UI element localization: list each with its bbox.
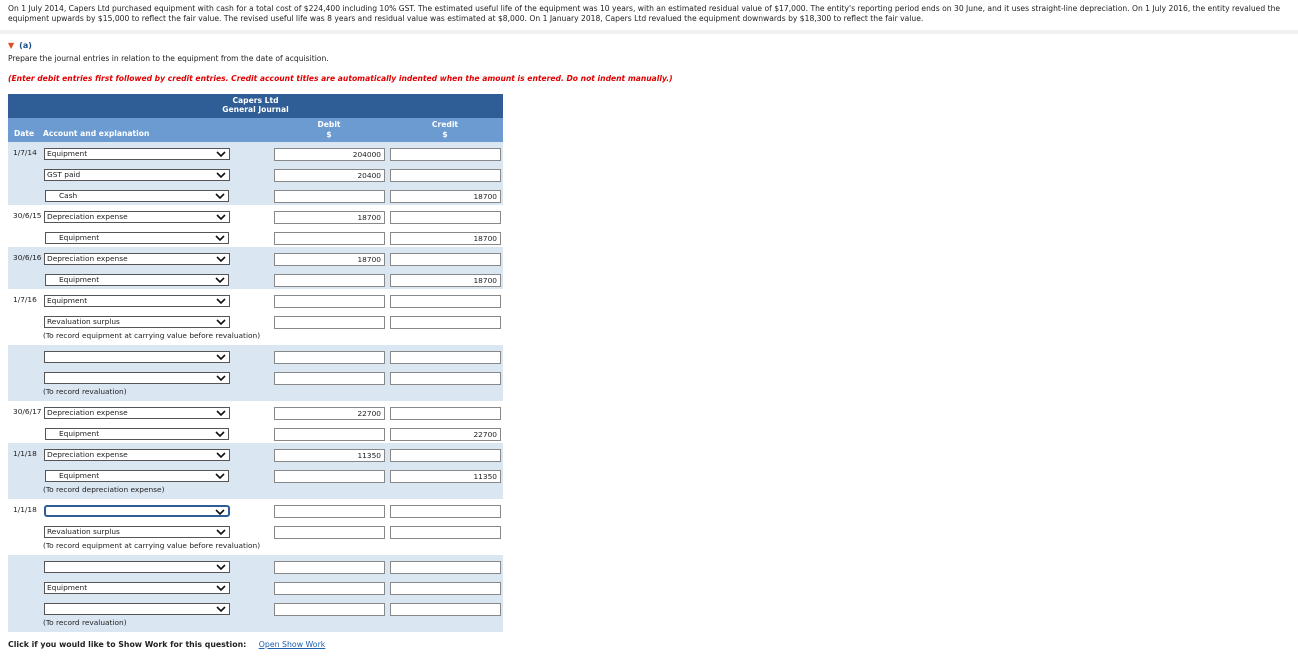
debit-input[interactable] — [274, 372, 385, 385]
date-column-header: Date — [14, 129, 35, 138]
chevron-down-icon — [216, 171, 226, 179]
credit-input[interactable] — [390, 505, 501, 518]
account-select-value: Equipment — [47, 583, 88, 592]
credit-input[interactable] — [390, 148, 501, 161]
account-select[interactable] — [44, 561, 230, 573]
entry-date: 30/6/15 — [13, 211, 42, 220]
general-journal-table — [8, 94, 503, 632]
account-select[interactable] — [45, 232, 229, 244]
journal-row — [8, 247, 503, 268]
account-select-value: Depreciation expense — [47, 450, 128, 459]
journal-row — [8, 310, 503, 345]
debit-label: Debit — [317, 120, 341, 129]
show-work-footer — [8, 640, 325, 649]
credit-input[interactable] — [390, 169, 501, 182]
account-select[interactable] — [44, 582, 230, 594]
journal-row — [8, 289, 503, 310]
debit-input[interactable] — [274, 470, 385, 483]
account-select[interactable] — [44, 449, 230, 461]
account-select[interactable] — [44, 253, 230, 265]
entry-date: 1/7/16 — [13, 295, 37, 304]
chevron-down-icon — [216, 605, 226, 613]
debit-currency: $ — [326, 130, 332, 139]
journal-row — [8, 226, 503, 247]
debit-input[interactable] — [274, 190, 385, 203]
narration-text: (To record depreciation expense) — [43, 485, 165, 494]
chevron-down-icon — [216, 353, 226, 361]
credit-input[interactable] — [390, 582, 501, 595]
debit-input[interactable]: 18700 — [274, 253, 385, 266]
chevron-down-icon — [216, 374, 226, 382]
account-select[interactable] — [44, 407, 230, 419]
credit-input[interactable]: 18700 — [390, 232, 501, 245]
account-select[interactable] — [44, 295, 230, 307]
journal-row — [8, 576, 503, 597]
debit-input[interactable] — [274, 582, 385, 595]
journal-row — [8, 555, 503, 576]
account-select-value: Revaluation surplus — [47, 317, 120, 326]
chevron-down-icon — [216, 563, 226, 571]
entry-date: 1/1/18 — [13, 505, 37, 514]
journal-row — [8, 597, 503, 632]
account-select[interactable] — [44, 372, 230, 384]
account-select[interactable] — [44, 148, 230, 160]
chevron-down-icon — [216, 584, 226, 592]
show-work-prompt: Click if you would like to Show Work for this question: — [8, 640, 247, 649]
account-select-value: Revaluation surplus — [47, 527, 120, 536]
entry-date: 1/7/14 — [13, 148, 37, 157]
chevron-down-icon — [216, 255, 226, 263]
debit-input[interactable] — [274, 428, 385, 441]
journal-row — [8, 499, 503, 520]
journal-row — [8, 268, 503, 289]
credit-input[interactable]: 18700 — [390, 274, 501, 287]
journal-row — [8, 464, 503, 499]
credit-input[interactable] — [390, 526, 501, 539]
chevron-down-icon — [216, 150, 226, 158]
credit-input[interactable] — [390, 372, 501, 385]
journal-row — [8, 520, 503, 555]
chevron-down-icon — [215, 472, 225, 480]
journal-row — [8, 422, 503, 443]
collapse-triangle-icon[interactable]: ▼ — [8, 41, 15, 50]
narration-text: (To record equipment at carrying value before revaluation) — [43, 331, 261, 340]
account-select[interactable] — [44, 169, 230, 181]
account-select[interactable] — [44, 211, 230, 223]
account-select-value: Equipment — [59, 429, 100, 438]
chevron-down-icon — [215, 508, 225, 516]
credit-input[interactable] — [390, 603, 501, 616]
chevron-down-icon — [216, 213, 226, 221]
journal-row — [8, 163, 503, 184]
chevron-down-icon — [216, 528, 226, 536]
account-select-value: Equipment — [59, 275, 100, 284]
journal-row — [8, 366, 503, 401]
credit-input[interactable]: 11350 — [390, 470, 501, 483]
debit-input[interactable] — [274, 316, 385, 329]
chevron-down-icon — [216, 451, 226, 459]
journal-row — [8, 184, 503, 205]
account-select-value: Depreciation expense — [47, 212, 128, 221]
narration-text: (To record revaluation) — [43, 387, 127, 396]
account-select-value: Equipment — [59, 233, 100, 242]
credit-input[interactable] — [390, 316, 501, 329]
entry-date: 30/6/16 — [13, 253, 42, 262]
account-select[interactable] — [44, 526, 230, 538]
part-label: (a) — [19, 41, 32, 50]
account-select-value: Equipment — [59, 471, 100, 480]
credit-input[interactable] — [390, 449, 501, 462]
chevron-down-icon — [215, 276, 225, 284]
chevron-down-icon — [216, 318, 226, 326]
debit-input[interactable] — [274, 351, 385, 364]
credit-input[interactable] — [390, 211, 501, 224]
entry-date: 30/6/17 — [13, 407, 42, 416]
account-select-value: Equipment — [47, 149, 88, 158]
account-select-value: Depreciation expense — [47, 254, 128, 263]
debit-input[interactable] — [274, 603, 385, 616]
account-select[interactable] — [44, 351, 230, 363]
entry-note: (Enter debit entries first followed by credit entries. Credit account titles are automatically indented when the amount is entered. Do not indent manually.) — [8, 74, 673, 83]
credit-input[interactable] — [390, 295, 501, 308]
journal-row — [8, 443, 503, 464]
debit-input[interactable] — [274, 232, 385, 245]
credit-input[interactable]: 18700 — [390, 190, 501, 203]
journal-row — [8, 401, 503, 422]
open-show-work-link[interactable]: Open Show Work — [258, 640, 326, 649]
debit-input[interactable] — [274, 505, 385, 518]
account-select[interactable] — [44, 603, 230, 615]
journal-row — [8, 345, 503, 366]
debit-input[interactable]: 11350 — [274, 449, 385, 462]
debit-input[interactable] — [274, 295, 385, 308]
account-select-value: Equipment — [47, 296, 88, 305]
section-divider — [0, 30, 1298, 34]
account-select-value: Depreciation expense — [47, 408, 128, 417]
account-column-header: Account and explanation — [43, 129, 150, 138]
account-select[interactable] — [45, 190, 229, 202]
part-a-toggle[interactable] — [8, 41, 32, 50]
chevron-down-icon — [216, 297, 226, 305]
journal-row — [8, 142, 503, 163]
entry-date: 1/1/18 — [13, 449, 37, 458]
journal-row — [8, 205, 503, 226]
credit-input[interactable] — [390, 561, 501, 574]
account-select[interactable] — [44, 505, 230, 517]
debit-input[interactable]: 22700 — [274, 407, 385, 420]
journal-column-header — [8, 118, 503, 142]
debit-input[interactable] — [274, 561, 385, 574]
narration-text: (To record equipment at carrying value before revaluation) — [43, 541, 261, 550]
debit-input[interactable] — [274, 274, 385, 287]
chevron-down-icon — [216, 409, 226, 417]
account-select[interactable] — [44, 316, 230, 328]
problem-statement: On 1 July 2014, Capers Ltd purchased equipment with cash for a total cost of $224,400 including 10% GST. The estimated useful life of the equipment was 10 years, with an estimated residual value of $17,000. The entity's reporting period ends on 30 June, and it uses straight-line depreciation. On 1 July 2016, the entity revalued the equipment upwards by $15,000 to reflect the fair value. The revised useful life was 8 years and residual value was estimated at $8,000. On 1 January 2018, Capers Ltd revalued the equipment downwards by $18,300 to reflect the fair value. — [8, 4, 1281, 23]
account-select-value: Cash — [59, 191, 78, 200]
account-select-value: GST paid — [47, 170, 81, 179]
chevron-down-icon — [215, 234, 225, 242]
debit-column-header — [274, 120, 384, 140]
credit-input[interactable]: 22700 — [390, 428, 501, 441]
journal-title: General Journal — [222, 105, 289, 114]
account-select[interactable] — [45, 428, 229, 440]
account-select[interactable] — [45, 470, 229, 482]
journal-title-header — [8, 94, 503, 118]
debit-input[interactable]: 20400 — [274, 169, 385, 182]
credit-label: Credit — [431, 120, 459, 129]
chevron-down-icon — [215, 192, 225, 200]
credit-currency: $ — [442, 130, 448, 139]
account-select[interactable] — [45, 274, 229, 286]
chevron-down-icon — [215, 430, 225, 438]
debit-input[interactable] — [274, 526, 385, 539]
debit-input[interactable]: 204000 — [274, 148, 385, 161]
narration-text: (To record revaluation) — [43, 618, 127, 627]
credit-input[interactable] — [390, 407, 501, 420]
credit-column-header — [390, 120, 500, 140]
credit-input[interactable] — [390, 351, 501, 364]
company-name: Capers Ltd — [232, 96, 279, 105]
credit-input[interactable] — [390, 253, 501, 266]
instruction-text: Prepare the journal entries in relation to the equipment from the date of acquisition. — [8, 54, 329, 63]
debit-input[interactable]: 18700 — [274, 211, 385, 224]
